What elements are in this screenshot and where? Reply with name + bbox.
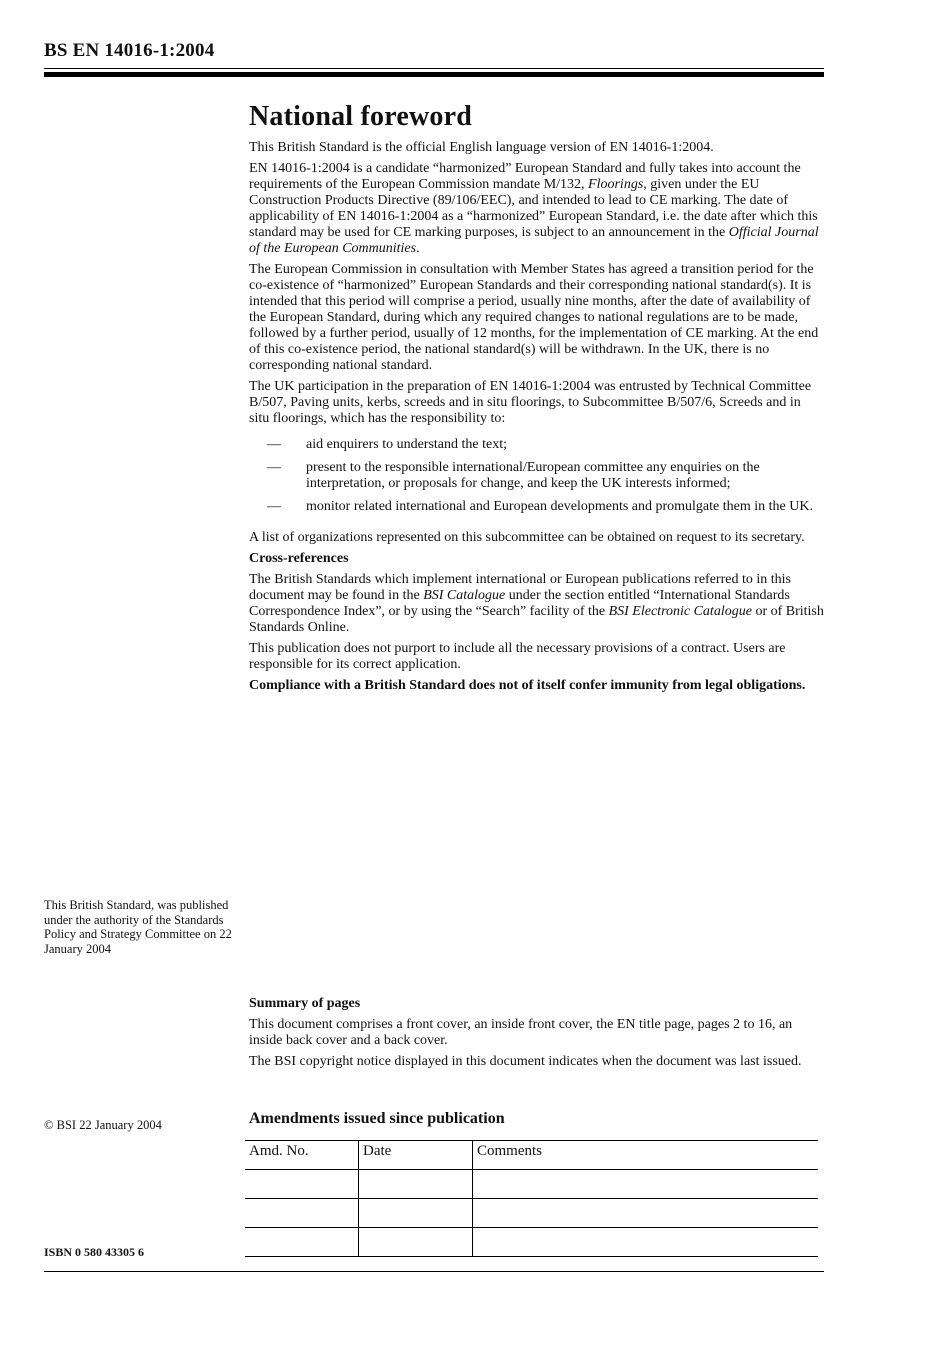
list-item: — present to the responsible international/European committee any enquiries on the interpretation, or proposals for change, and keep the UK interests informed; — [267, 460, 760, 491]
paragraph-contract: This publication does not purport to include all the necessary provisions of a contract. Users are responsible for its correct application. — [249, 641, 786, 672]
page-title: National foreword — [249, 101, 472, 132]
paragraph-harmonized: EN 14016-1:2004 is a candidate “harmonized” European Standard and fully takes into account the requirements of the European Commission mandate M/132, Floorings, given under the EU Construction Products Directive (89/106/EEC), and intended to lead to CE marking. The date of applicability of EN 14016-1:2004 as a “harmonized” European Standard, i.e. the date after which this standard may be used for CE marking purposes, is subject to an announcement in the Official Journal of the European Communities. — [249, 161, 819, 256]
table-row — [245, 1170, 818, 1199]
amendments-heading: Amendments issued since publication — [249, 1110, 505, 1127]
document-id: BS EN 14016-1:2004 — [44, 40, 215, 61]
list-item: — aid enquirers to understand the text; — [267, 437, 507, 452]
table-row — [245, 1199, 818, 1228]
footer-rule — [44, 1271, 824, 1272]
summary-heading: Summary of pages — [249, 996, 361, 1011]
summary-section — [249, 996, 824, 1075]
copyright-notice: © BSI 22 January 2004 — [44, 1118, 162, 1132]
responsibility-list — [249, 437, 824, 515]
column-header-date: Date — [359, 1141, 473, 1170]
amendments-table — [245, 1140, 818, 1257]
foreword-section — [249, 100, 824, 699]
header-rule-thin — [44, 68, 824, 69]
paragraph-crossref: The British Standards which implement international or European publications referred to in this document may be found in the BSI Catalogue under the section entitled “International Standards Correspondence Index”, or by using the “Search” facility of the BSI Electronic Catalogue or of British Standards Online. — [249, 572, 824, 635]
crossref-heading: Cross-references — [249, 551, 349, 566]
header-rule-thick — [44, 72, 824, 77]
paragraph-transition: The European Commission in consultation with Member States has agreed a transition period for the co-existence of “harmonized” European Standards and their corresponding national standard(s). It is intended that this period will comprise a period, usually nine months, after the date of availability of the European Standard, during which any required changes to national regulations are to be made, followed by a further period, usually of 12 months, for the implementation of CE marking. At the end of this co-existence period, the national standard(s) will be withdrawn. In the UK, there is no corresponding national standard. — [249, 262, 819, 373]
compliance-statement: Compliance with a British Standard does not of itself confer immunity from legal obligations. — [249, 678, 806, 693]
summary-paragraph: This document comprises a front cover, an inside front cover, the EN title page, pages 2 to 16, an inside back cover and a back cover. — [249, 1017, 793, 1048]
paragraph-organizations: A list of organizations represented on this subcommittee can be obtained on request to its secretary. — [249, 530, 805, 545]
isbn: ISBN 0 580 43305 6 — [44, 1245, 145, 1259]
list-item: — monitor related international and European developments and promulgate them in the UK. — [267, 499, 813, 514]
column-header-comments: Comments — [473, 1141, 819, 1170]
table-header-row — [245, 1141, 818, 1170]
paragraph-intro: This British Standard is the official English language version of EN 14016-1:2004. — [249, 140, 714, 155]
table-row — [245, 1228, 818, 1257]
summary-paragraph: The BSI copyright notice displayed in this document indicates when the document was last issued. — [249, 1054, 802, 1069]
paragraph-participation: The UK participation in the preparation of EN 14016-1:2004 was entrusted by Technical Committee B/507, Paving units, kerbs, screeds and in situ floorings, to Subcommittee B/507/6, Screeds and in situ floorings, which has the responsibility to: — [249, 379, 812, 426]
publication-note: This British Standard, was published under the authority of the Standards Policy and Strategy Committee on 22 January 2004 — [44, 898, 232, 957]
column-header-amd-no: Amd. No. — [245, 1141, 359, 1170]
